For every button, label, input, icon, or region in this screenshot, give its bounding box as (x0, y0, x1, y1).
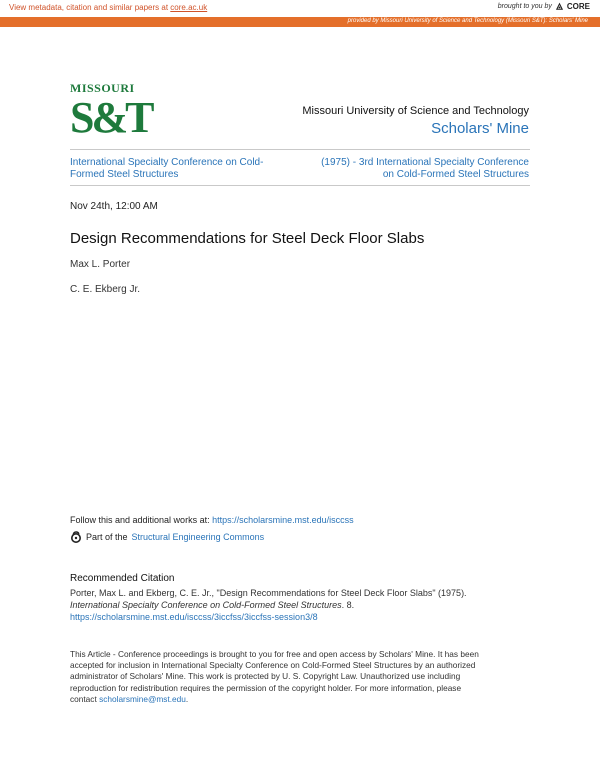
repository-name[interactable]: Scholars' Mine (431, 120, 529, 137)
notice-contact-label: contact (70, 693, 97, 704)
follow-label: Follow this and additional works at: (70, 515, 210, 525)
follow-line (70, 515, 354, 525)
core-brand[interactable] (498, 2, 590, 11)
citation-source-suffix: . 8. (341, 600, 355, 610)
notice-line-5 (70, 694, 540, 705)
open-access-icon (70, 531, 82, 543)
core-brought-by-label: brought to you by (497, 3, 552, 10)
collections-divider (70, 185, 530, 186)
citation-source-line (70, 599, 530, 611)
logo-missouri-text: MISSOURI (70, 81, 135, 95)
core-link[interactable]: core.ac.uk (170, 3, 208, 12)
core-banner (0, 0, 600, 17)
notice-end-period: . (185, 693, 189, 704)
access-notice (70, 649, 540, 705)
document-title: Design Recommendations for Steel Deck Floor Slabs (70, 230, 425, 247)
logo-st-text: S&T (70, 93, 152, 142)
notice-line-3: administrator of Scholars' Mine. This work is protected by U. S. Copyright Law. Unauthorized use including (70, 671, 461, 682)
mst-logo[interactable] (70, 81, 152, 142)
document-date: Nov 24th, 12:00 AM (70, 201, 158, 212)
core-brand-label: CORE (566, 2, 590, 11)
collection-series-line2: Formed Steel Structures (70, 169, 179, 180)
citation-block (70, 587, 530, 623)
author-2: C. E. Ekberg Jr. (70, 284, 141, 295)
provided-by-text: provided by Missouri University of Science and Technology (Missouri S&T): Scholars' Mine (347, 18, 588, 24)
contact-email-link[interactable]: scholarsmine@mst.edu (99, 693, 186, 704)
author-1: Max L. Porter (70, 259, 131, 270)
notice-line-2: accepted for inclusion in International Specialty Conference on Cold-Formed Steel Structures by an authorized (70, 660, 476, 671)
core-metadata-label: View metadata, citation and similar papers at (9, 3, 169, 12)
header-divider (70, 149, 530, 150)
collection-conf-line2: on Cold-Formed Steel Structures (382, 169, 529, 180)
core-logo-icon (555, 2, 564, 11)
collection-conf-line1: (1975) - 3rd International Specialty Conference (321, 157, 529, 168)
logo-st-letters (70, 93, 152, 142)
citation-source: International Specialty Conference on Cold-Formed Steel Structures (70, 600, 342, 610)
recommended-citation-heading: Recommended Citation (70, 573, 175, 584)
part-of-line (70, 531, 264, 543)
core-metadata-text (9, 3, 207, 12)
collection-link-conference[interactable] (299, 157, 529, 181)
citation-url-link[interactable]: https://scholarsmine.mst.edu/isccss/3iccfss/3iccfss-session3/8 (70, 612, 318, 622)
part-of-label: Part of the (86, 532, 128, 542)
structural-engineering-commons-link[interactable]: Structural Engineering Commons (131, 532, 265, 542)
citation-line: Porter, Max L. and Ekberg, C. E. Jr., "Design Recommendations for Steel Deck Floor Slabs" (1975). (70, 588, 467, 598)
provided-by-bar (0, 17, 600, 27)
collection-series-line1: International Specialty Conference on Cold- (70, 157, 264, 168)
university-name: Missouri University of Science and Technology (302, 105, 529, 117)
notice-line-4: reproduction for redistribution requires the permission of the copyright holder. For more information, please (70, 682, 462, 693)
follow-url-link[interactable]: https://scholarsmine.mst.edu/isccss (212, 515, 354, 525)
notice-line-1: This Article - Conference proceedings is brought to you for free and open access by Scholars' Mine. It has been (70, 649, 479, 659)
collection-link-series[interactable] (70, 157, 300, 181)
